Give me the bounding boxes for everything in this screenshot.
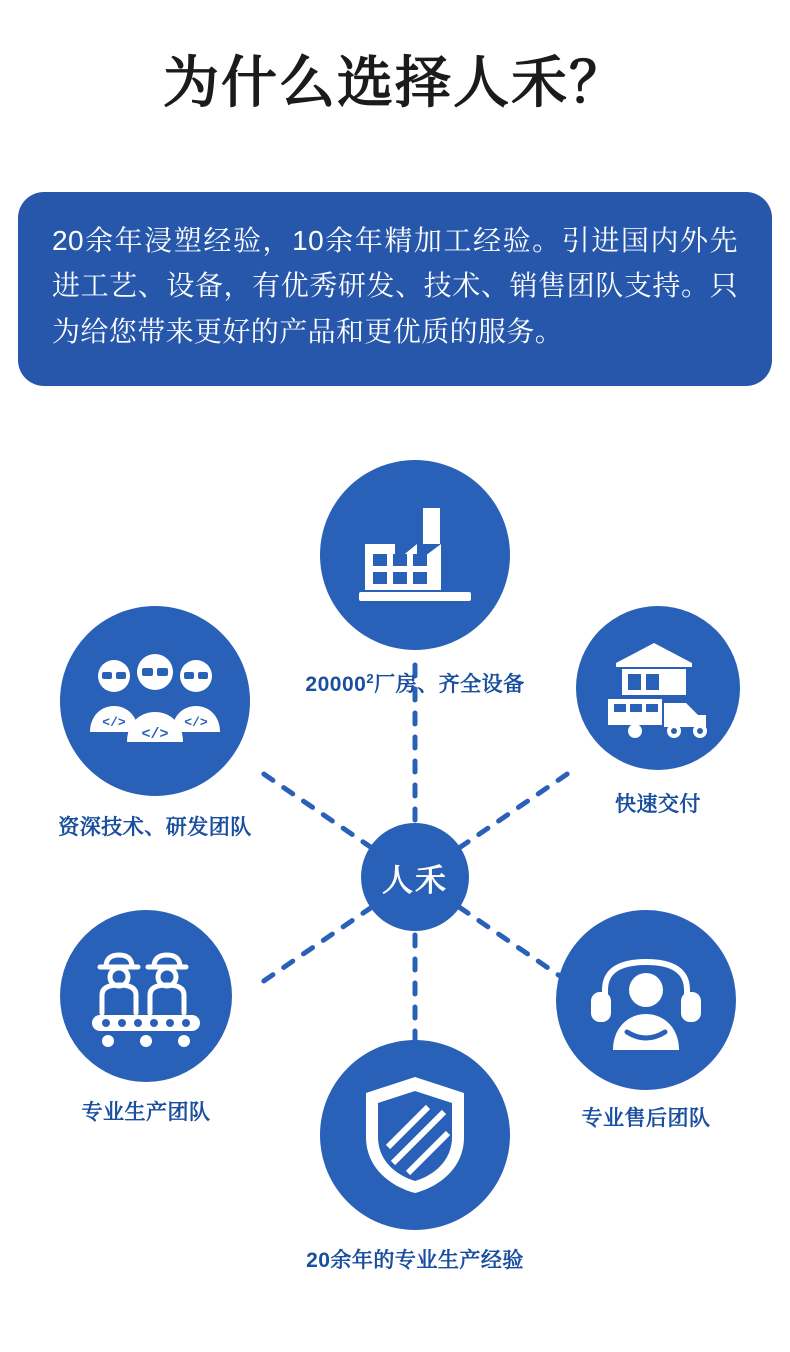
node-factory: [305, 460, 525, 696]
center-label: 人禾: [382, 862, 448, 898]
node-experience-label: 20余年的专业生产经验: [306, 1249, 524, 1272]
warehouse-truck-circle: [576, 606, 740, 770]
factory-label-sup: 2: [366, 671, 375, 686]
intro-text: 20余年浸塑经验，10余年精加工经验。引进国内外先进工艺、设备，有优秀研发、技术、销售团队支持。只为给您带来更好的产品和更优质的服务。: [52, 225, 738, 347]
node-fast-delivery: [576, 606, 740, 816]
page-title: 为什么选择人禾？: [163, 51, 627, 114]
factory-icon: [355, 500, 475, 610]
node-production-team-label: 专业生产团队: [81, 1101, 211, 1124]
node-after-sales-team-label: 专业售后团队: [581, 1107, 711, 1130]
intro-panel: [18, 192, 772, 386]
warehouse-truck-icon: [602, 637, 714, 739]
node-experience: [306, 1040, 524, 1272]
factory-label-prefix: 20000: [305, 673, 367, 696]
node-rd-team-label: 资深技术、研发团队: [58, 816, 252, 839]
node-fast-delivery-label: 快速交付: [615, 793, 701, 816]
factory-label-suffix: 厂房、齐全设备: [374, 673, 525, 696]
node-factory-label: [255, 668, 575, 698]
svg-text:</>: </>: [102, 715, 126, 730]
headset-support-circle: [556, 910, 736, 1090]
node-rd-team: [58, 606, 252, 839]
production-line-circle: [60, 910, 232, 1082]
svg-text:</>: </>: [141, 726, 169, 743]
svg-text:</>: </>: [184, 715, 208, 730]
why-choose-diagram: [0, 420, 790, 1320]
shield-icon: [360, 1073, 470, 1197]
node-after-sales-team: [556, 910, 736, 1130]
headset-support-icon: [583, 946, 709, 1054]
team-icon: [87, 646, 223, 756]
shield-circle: [320, 1040, 510, 1230]
team-circle: [60, 606, 250, 796]
diagram-center-hub: [361, 823, 469, 931]
node-production-team: [60, 910, 232, 1124]
factory-circle: [320, 460, 510, 650]
production-line-icon: [86, 943, 206, 1049]
